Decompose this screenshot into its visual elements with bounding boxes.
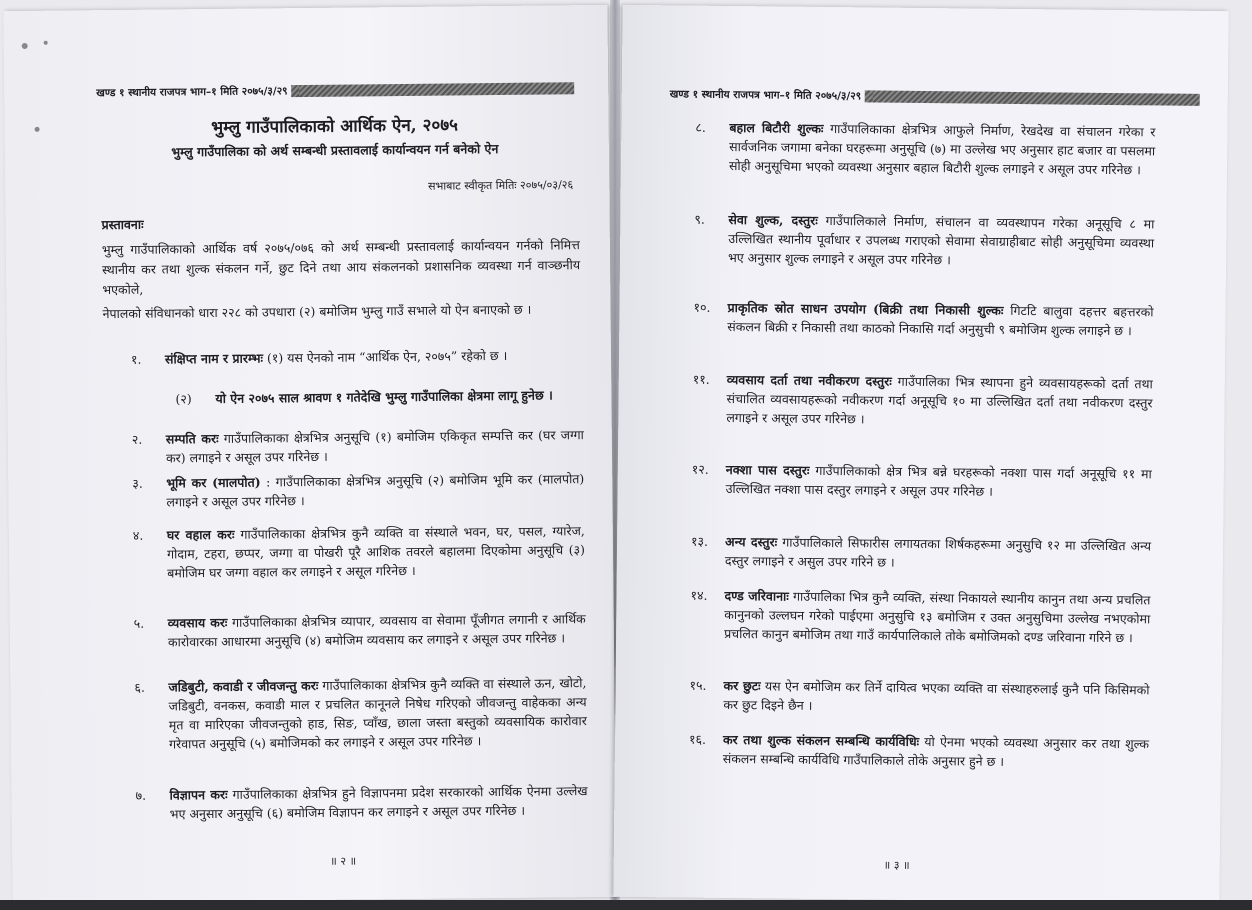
clause: [692, 370, 1153, 432]
subclause-number: (२): [175, 391, 192, 407]
scan-speck: [35, 127, 40, 132]
clause-number: ३.: [132, 475, 143, 491]
clause-title: सम्पति करः: [165, 430, 219, 447]
clause-number: ८.: [695, 119, 706, 135]
clause-number: ९.: [694, 211, 706, 227]
clause: [132, 425, 584, 468]
clause: [131, 345, 583, 369]
clause-text: गाउँपालिकाले सिफारीस लगायतका शिर्षकहरूमा अनुसुचि १२ मा उल्लिखित अन्य दस्तुर लगाइने र असुल उपर गरिने छ ।: [724, 534, 1152, 570]
clause-text: गाउँपालिकाका क्षेत्रभित्र व्यापार, व्यवसाय वा सेवामा पूँजीगत लगानी र आर्थिक कारोवारका आधारमा अनुसूचि (४) बमोजिम व्यवसाय कर लगाइने र असूल उपर गरिनेछ ।: [167, 611, 586, 650]
clause: [133, 521, 586, 583]
clause-text: गाउँपालिका भित्र कुनै व्यक्ति, संस्था निकायले स्थानीय कानुन तथा अन्य प्रचलित कानुनको उल्लघन गरेको पाईएमा अनुसुचि १३ बमोजिम र उक्त अनुसुचिमा उल्लेख नभएकोमा प्रचलित कानुन बमोजिम तथा गाउँ कार्यपालिकाले तोके बमोजिमको दण्ड जरिवाना गरिने छ ।: [724, 588, 1151, 646]
clause-text: गाउँपालिकाका क्षेत्रभित्र कुनै व्यक्ति वा संस्थाले भवन, घर, पसल, ग्यारेज, गोदाम, टहरा, छप्पर, जग्गा वा पोखरी पूरै आशिक तवरले बहालमा दिएकोमा अनुसूचि (३) बमोजिम घर जग्गा वहाल कर लगाइने र असूल गरिनेछ ।: [166, 523, 586, 581]
clause: [132, 469, 584, 512]
clause: [693, 298, 1153, 341]
clause-text: : गाउँपालिकाका क्षेत्रभित्र अनुसूचि (२) बमोजिम भूमि कर (मालपोत) लगाइने र असूल उपर गरिनेछ ।: [166, 471, 585, 510]
clause: [134, 673, 587, 754]
subclause-text: यो ऐन २०७५ साल श्रावण १ गतेदेखि भुम्लु गाउँपालिका क्षेत्रमा लागू हुनेछ ।: [215, 387, 553, 406]
gazette-header: [96, 81, 574, 100]
clause: [689, 676, 1149, 719]
clause-number: २.: [131, 431, 143, 447]
clause-text: गाउँपालिकाका क्षेत्रभित्र कुनै व्यक्ति वा संस्थाले ऊन, खोटो, जडिबुटी, वनकस, कवाडी माल र प्रचलित कानूनले निषेध गरिएको जीवजन्तु वाहेकका अन्य मृत वा मारिएका जीवजन्तुको हाड, सिङ, प्वाँख, छाला जस्ता बस्तुको व्यवसायिक कारोवार गरेवापत अनुसूचि (५) बमोजिमको कर लगाइने र असूल उपर गरिनेछ ।: [168, 675, 587, 752]
page-number: ॥ ३ ॥: [883, 858, 910, 872]
clause-number: ५.: [133, 615, 145, 631]
clause-title: नक्शा पास दस्तुरः: [725, 461, 810, 478]
clause-text: गाउँपालिकाका क्षेत्रभित्र आफुले निर्माण, रेखदेख वा संचालन गरेका र सार्वजनिक जगामा बनेका घरहरूमा अनुसूचि (७) मा उल्लेख भए अनुसार हाट बजार वा पसलमा सोही अनुसूचिमा भएको व्यवस्था अनुसार बहाल बिटौरी शुल्क लगाइने र असूल उपर गरिनेछ ।: [728, 120, 1156, 178]
clause-title: जडिबुटी, कवाडी र जीवजन्तु करः: [168, 677, 319, 695]
clause-number: १५.: [689, 677, 707, 693]
gazette-header-text: खण्ड १ स्थानीय राजपत्र भाग–१ मिति २०७५/३/२९: [96, 85, 288, 100]
act-subtitle: भुम्लु गाउँपालिका को अर्थ सम्बन्धी प्रस्तावलाई कार्यान्वयन गर्न बनेको ऐन: [171, 141, 499, 160]
page-number: ॥ २ ॥: [330, 854, 357, 868]
clause-number: ७.: [135, 787, 147, 803]
header-rule: [865, 90, 1200, 106]
approval-date: सभाबाट स्वीकृत मितिः २०७५/०३/२६: [428, 178, 574, 193]
subclause: [175, 385, 583, 408]
clause-title: प्राकृतिक स्रोत साधन उपयोग (बिक्री तथा निकासी शुल्कः: [727, 299, 1004, 318]
preamble-heading: प्रस्तावनाः: [101, 216, 144, 233]
clause-title: दण्ड जरिवानाः: [724, 587, 789, 604]
clause-title: भूमि कर (मालपोत): [166, 474, 261, 491]
clause-number: १०.: [693, 299, 711, 315]
clause: [695, 118, 1156, 180]
header-rule: [292, 82, 575, 97]
clause-text: गाउँपालिकाको क्षेत्र भित्र बन्ने घरहरूको नक्शा पास गर्दा अनूसूचि ११ मा उल्लिखित नक्शा पास दस्तुर लगाइने र असूल उपर गरिनेछ ।: [725, 462, 1152, 499]
clause-title: कर छुटः: [723, 677, 761, 694]
clause-text: गाउँपालिकाका क्षेत्रभित्र हुने विज्ञापनमा प्रदेश सरकारको आर्थिक ऐनमा उल्लेख भए अनुसार अनुसूचि (६) बमोजिम विज्ञापन कर लगाइने र असूल उपर गरिनेछ ।: [169, 783, 588, 822]
clause: [689, 730, 1149, 773]
clause-text: गाउँपालिकाका क्षेत्रभित्र अनुसूचि (१) बमोजिम एकिकृत सम्पत्ति कर (घर जग्गा कर) लगाइने र असूल उपर गरिनेछ ।: [165, 427, 584, 466]
scan-edge: [0, 900, 1252, 910]
clause-text: गाउँपालिकाले निर्माण, संचालन वा व्यवस्थापन गरेका अनूसूचि ८ मा उल्लिखित स्थानीय पूर्वाधार र उपलब्ध गराएको सेवामा सेवाग्राहीबाट सोही अनुसूचिमा व्यवस्था भए अनुसार शुल्क लगाइने र असूल उपर गरिनेछ ।: [727, 212, 1155, 268]
clause-title: विज्ञापन करः: [169, 786, 228, 803]
clause-number: ६.: [134, 679, 145, 695]
clause: [135, 781, 587, 824]
clause-title: सेवा शुल्क, दस्तुरः: [728, 211, 818, 228]
clause-number: १२.: [691, 461, 709, 477]
preamble-paragraph: नेपालको संविधानको धारा २२८ को उपधारा (२) बमोजिम भुम्लु गाउँ सभाले यो ऐन बनाएको छ ।: [102, 301, 532, 322]
scan-speck: [22, 43, 28, 49]
clause-title: अन्य दस्तुरः: [724, 533, 778, 550]
clause-text: यस ऐन बमोजिम कर तिर्ने दायित्व भएका व्यक्ति वा संस्थाहरुलाई कुनै पनि किसिमको कर छुट दिइने छैन ।: [723, 678, 1150, 713]
clause-title: घर वहाल करः: [166, 526, 235, 543]
clause-title: व्यवसाय दर्ता तथा नवीकरण दस्तुरः: [726, 371, 892, 389]
clause-number: १६.: [688, 731, 707, 747]
clause: [134, 609, 586, 652]
clause-text: गाउँपालिका भित्र स्थापना हुने व्यवसायहरूको दर्ता तथा संचालित व्यवसायहरूको नवीकरण गर्दा अनूसूचि १० मा उल्लिखित दर्ता तथा नवीकरण दस्तुर लगाइने र असूल उपर गरिनेछ ।: [726, 373, 1153, 427]
clause: [690, 586, 1151, 648]
clause-text: गिटटि बालुवा दहत्तर बहत्तरको संकलन बिक्री र निकासी तथा काठको निकासि गर्दा अनुसुची ९ बमोजिम शुल्क लगाइने छ ।: [727, 302, 1154, 339]
clause: [694, 210, 1155, 272]
clause-number: १४.: [690, 587, 708, 603]
right-page: [613, 5, 1228, 903]
gazette-header-text: खण्ड १ स्थानीय राजपत्र भाग–१ मिति २०७५/३/२९: [669, 88, 862, 103]
gazette-header: [670, 87, 1200, 107]
clause-title: बहाल बिटौरी शुल्कः: [729, 119, 824, 136]
clause-title: व्यवसाय करः: [167, 614, 228, 631]
left-page: [3, 5, 616, 903]
clause-number: ४.: [132, 527, 144, 543]
clause-number: ११.: [692, 371, 710, 387]
clause-title: कर तथा शुल्क संकलन सम्बन्धि कार्यविधिः: [722, 731, 920, 749]
clause: [692, 460, 1152, 503]
clause-number: १.: [130, 351, 142, 367]
clause-title: संक्षिप्त नाम र प्रारम्भः: [164, 350, 264, 367]
scan-speck: [44, 41, 48, 45]
clause-text: यो ऐनमा भएको व्यवस्था अनुसार कर तथा शुल्क संकलन सम्बन्धि कार्यविधि गाउँपालिकाले तोके अनुसार हुने छ ।: [722, 733, 1150, 769]
clause: [691, 532, 1151, 575]
clause-number: १३.: [690, 533, 709, 549]
preamble-paragraph: भुम्लु गाउँपालिकाको आर्थिक वर्ष २०७५/०७६ को अर्थ सम्बन्धी प्रस्तावलाई कार्यान्वयन गर्नको निमित्त स्थानीय कर तथा शुल्क संकलन गर्ने, छुट दिने तथा आय संकलनको प्रशासनिक व्यवस्था गर्न वाञ्छनीय भएकोले,: [101, 237, 581, 298]
clause-text: (१) यस ऐनको नाम “आर्थिक ऐन, २०७५” रहेको छ ।: [262, 347, 508, 366]
act-title: भुम्लु गाउँपालिकाको आर्थिक ऐन, २०७५: [211, 115, 459, 139]
